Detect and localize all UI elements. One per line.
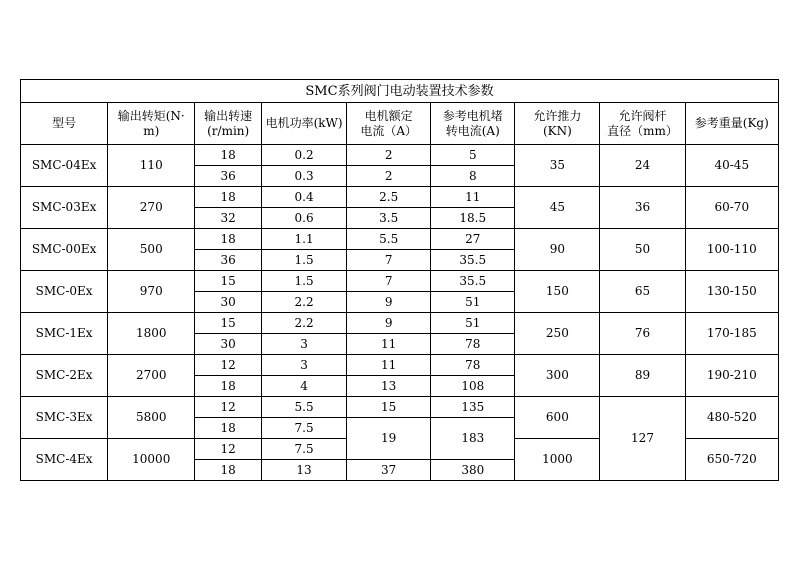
table-row	[21, 355, 779, 376]
cell-weight: 40-45	[685, 145, 778, 187]
cell-current: 2	[347, 166, 431, 187]
cell-power: 0.3	[262, 166, 347, 187]
cell-speed: 18	[195, 229, 262, 250]
cell-speed: 18	[195, 187, 262, 208]
cell-current: 11	[347, 355, 431, 376]
cell-speed: 18	[195, 145, 262, 166]
cell-model: SMC-1Ex	[21, 313, 108, 355]
cell-stall: 78	[431, 355, 515, 376]
cell-stall: 8	[431, 166, 515, 187]
cell-speed: 18	[195, 418, 262, 439]
cell-power: 0.4	[262, 187, 347, 208]
cell-stall: 35.5	[431, 271, 515, 292]
cell-stall: 51	[431, 292, 515, 313]
cell-torque: 270	[108, 187, 195, 229]
cell-weight: 170-185	[685, 313, 778, 355]
cell-current: 7	[347, 271, 431, 292]
cell-weight: 650-720	[685, 439, 778, 481]
cell-stem: 36	[600, 187, 685, 229]
cell-power: 7.5	[262, 439, 347, 460]
cell-weight: 480-520	[685, 397, 778, 439]
cell-speed: 15	[195, 313, 262, 334]
cell-weight: 190-210	[685, 355, 778, 397]
table-row	[21, 187, 779, 208]
cell-stem: 76	[600, 313, 685, 355]
cell-speed: 18	[195, 460, 262, 481]
cell-weight: 130-150	[685, 271, 778, 313]
cell-thrust: 90	[515, 229, 600, 271]
header-weight: 参考重量(Kg)	[685, 103, 778, 145]
table-row	[21, 313, 779, 334]
cell-stem: 127	[600, 397, 685, 481]
cell-model: SMC-03Ex	[21, 187, 108, 229]
cell-power: 7.5	[262, 418, 347, 439]
cell-stem: 65	[600, 271, 685, 313]
cell-power: 0.2	[262, 145, 347, 166]
cell-torque: 1800	[108, 313, 195, 355]
cell-current: 9	[347, 313, 431, 334]
cell-power: 1.1	[262, 229, 347, 250]
cell-speed: 12	[195, 355, 262, 376]
cell-model: SMC-04Ex	[21, 145, 108, 187]
cell-power: 1.5	[262, 271, 347, 292]
cell-thrust: 250	[515, 313, 600, 355]
cell-speed: 12	[195, 439, 262, 460]
cell-current: 5.5	[347, 229, 431, 250]
cell-power: 2.2	[262, 313, 347, 334]
cell-model: SMC-00Ex	[21, 229, 108, 271]
cell-current: 15	[347, 397, 431, 418]
cell-power: 2.2	[262, 292, 347, 313]
cell-stall: 5	[431, 145, 515, 166]
cell-power: 3	[262, 334, 347, 355]
cell-power: 1.5	[262, 250, 347, 271]
cell-power: 5.5	[262, 397, 347, 418]
spec-table	[20, 79, 779, 481]
cell-stall: 183	[431, 418, 515, 460]
cell-torque: 500	[108, 229, 195, 271]
cell-torque: 970	[108, 271, 195, 313]
header-speed: 输出转速 (r/min)	[195, 103, 262, 145]
cell-thrust: 300	[515, 355, 600, 397]
cell-stall: 380	[431, 460, 515, 481]
cell-weight: 60-70	[685, 187, 778, 229]
cell-torque: 10000	[108, 439, 195, 481]
cell-weight: 100-110	[685, 229, 778, 271]
cell-thrust: 150	[515, 271, 600, 313]
cell-speed: 32	[195, 208, 262, 229]
header-stall-current: 参考电机堵 转电流(A)	[431, 103, 515, 145]
cell-stem: 89	[600, 355, 685, 397]
cell-speed: 12	[195, 397, 262, 418]
cell-stem: 24	[600, 145, 685, 187]
cell-power: 13	[262, 460, 347, 481]
cell-current: 3.5	[347, 208, 431, 229]
cell-stall: 135	[431, 397, 515, 418]
cell-current: 13	[347, 376, 431, 397]
cell-stall: 27	[431, 229, 515, 250]
header-stem-diameter: 允许阀杆 直径（mm）	[600, 103, 685, 145]
table-row	[21, 397, 779, 418]
table-title: SMC系列阀门电动装置技术参数	[21, 80, 779, 103]
header-thrust: 允许推力 (KN)	[515, 103, 600, 145]
cell-speed: 30	[195, 292, 262, 313]
cell-thrust: 35	[515, 145, 600, 187]
header-rated-current: 电机额定 电流（A）	[347, 103, 431, 145]
cell-stall: 18.5	[431, 208, 515, 229]
cell-torque: 2700	[108, 355, 195, 397]
cell-thrust: 1000	[515, 439, 600, 481]
cell-current: 11	[347, 334, 431, 355]
header-torque: 输出转矩(N· m)	[108, 103, 195, 145]
cell-model: SMC-4Ex	[21, 439, 108, 481]
cell-torque: 110	[108, 145, 195, 187]
cell-model: SMC-3Ex	[21, 397, 108, 439]
cell-current: 19	[347, 418, 431, 460]
cell-current: 7	[347, 250, 431, 271]
table-row	[21, 145, 779, 166]
header-model: 型号	[21, 103, 108, 145]
cell-stall: 35.5	[431, 250, 515, 271]
cell-model: SMC-2Ex	[21, 355, 108, 397]
cell-current: 2	[347, 145, 431, 166]
table-row	[21, 271, 779, 292]
cell-stall: 11	[431, 187, 515, 208]
cell-torque: 5800	[108, 397, 195, 439]
cell-speed: 18	[195, 376, 262, 397]
header-power: 电机功率(kW)	[262, 103, 347, 145]
cell-stall: 108	[431, 376, 515, 397]
cell-stem: 50	[600, 229, 685, 271]
cell-power: 0.6	[262, 208, 347, 229]
cell-speed: 36	[195, 250, 262, 271]
cell-thrust: 45	[515, 187, 600, 229]
cell-thrust: 600	[515, 397, 600, 439]
cell-speed: 36	[195, 166, 262, 187]
cell-power: 3	[262, 355, 347, 376]
cell-speed: 30	[195, 334, 262, 355]
cell-current: 2.5	[347, 187, 431, 208]
cell-speed: 15	[195, 271, 262, 292]
cell-current: 9	[347, 292, 431, 313]
cell-stall: 78	[431, 334, 515, 355]
cell-model: SMC-0Ex	[21, 271, 108, 313]
cell-power: 4	[262, 376, 347, 397]
cell-stall: 51	[431, 313, 515, 334]
cell-current: 37	[347, 460, 431, 481]
table-row	[21, 229, 779, 250]
